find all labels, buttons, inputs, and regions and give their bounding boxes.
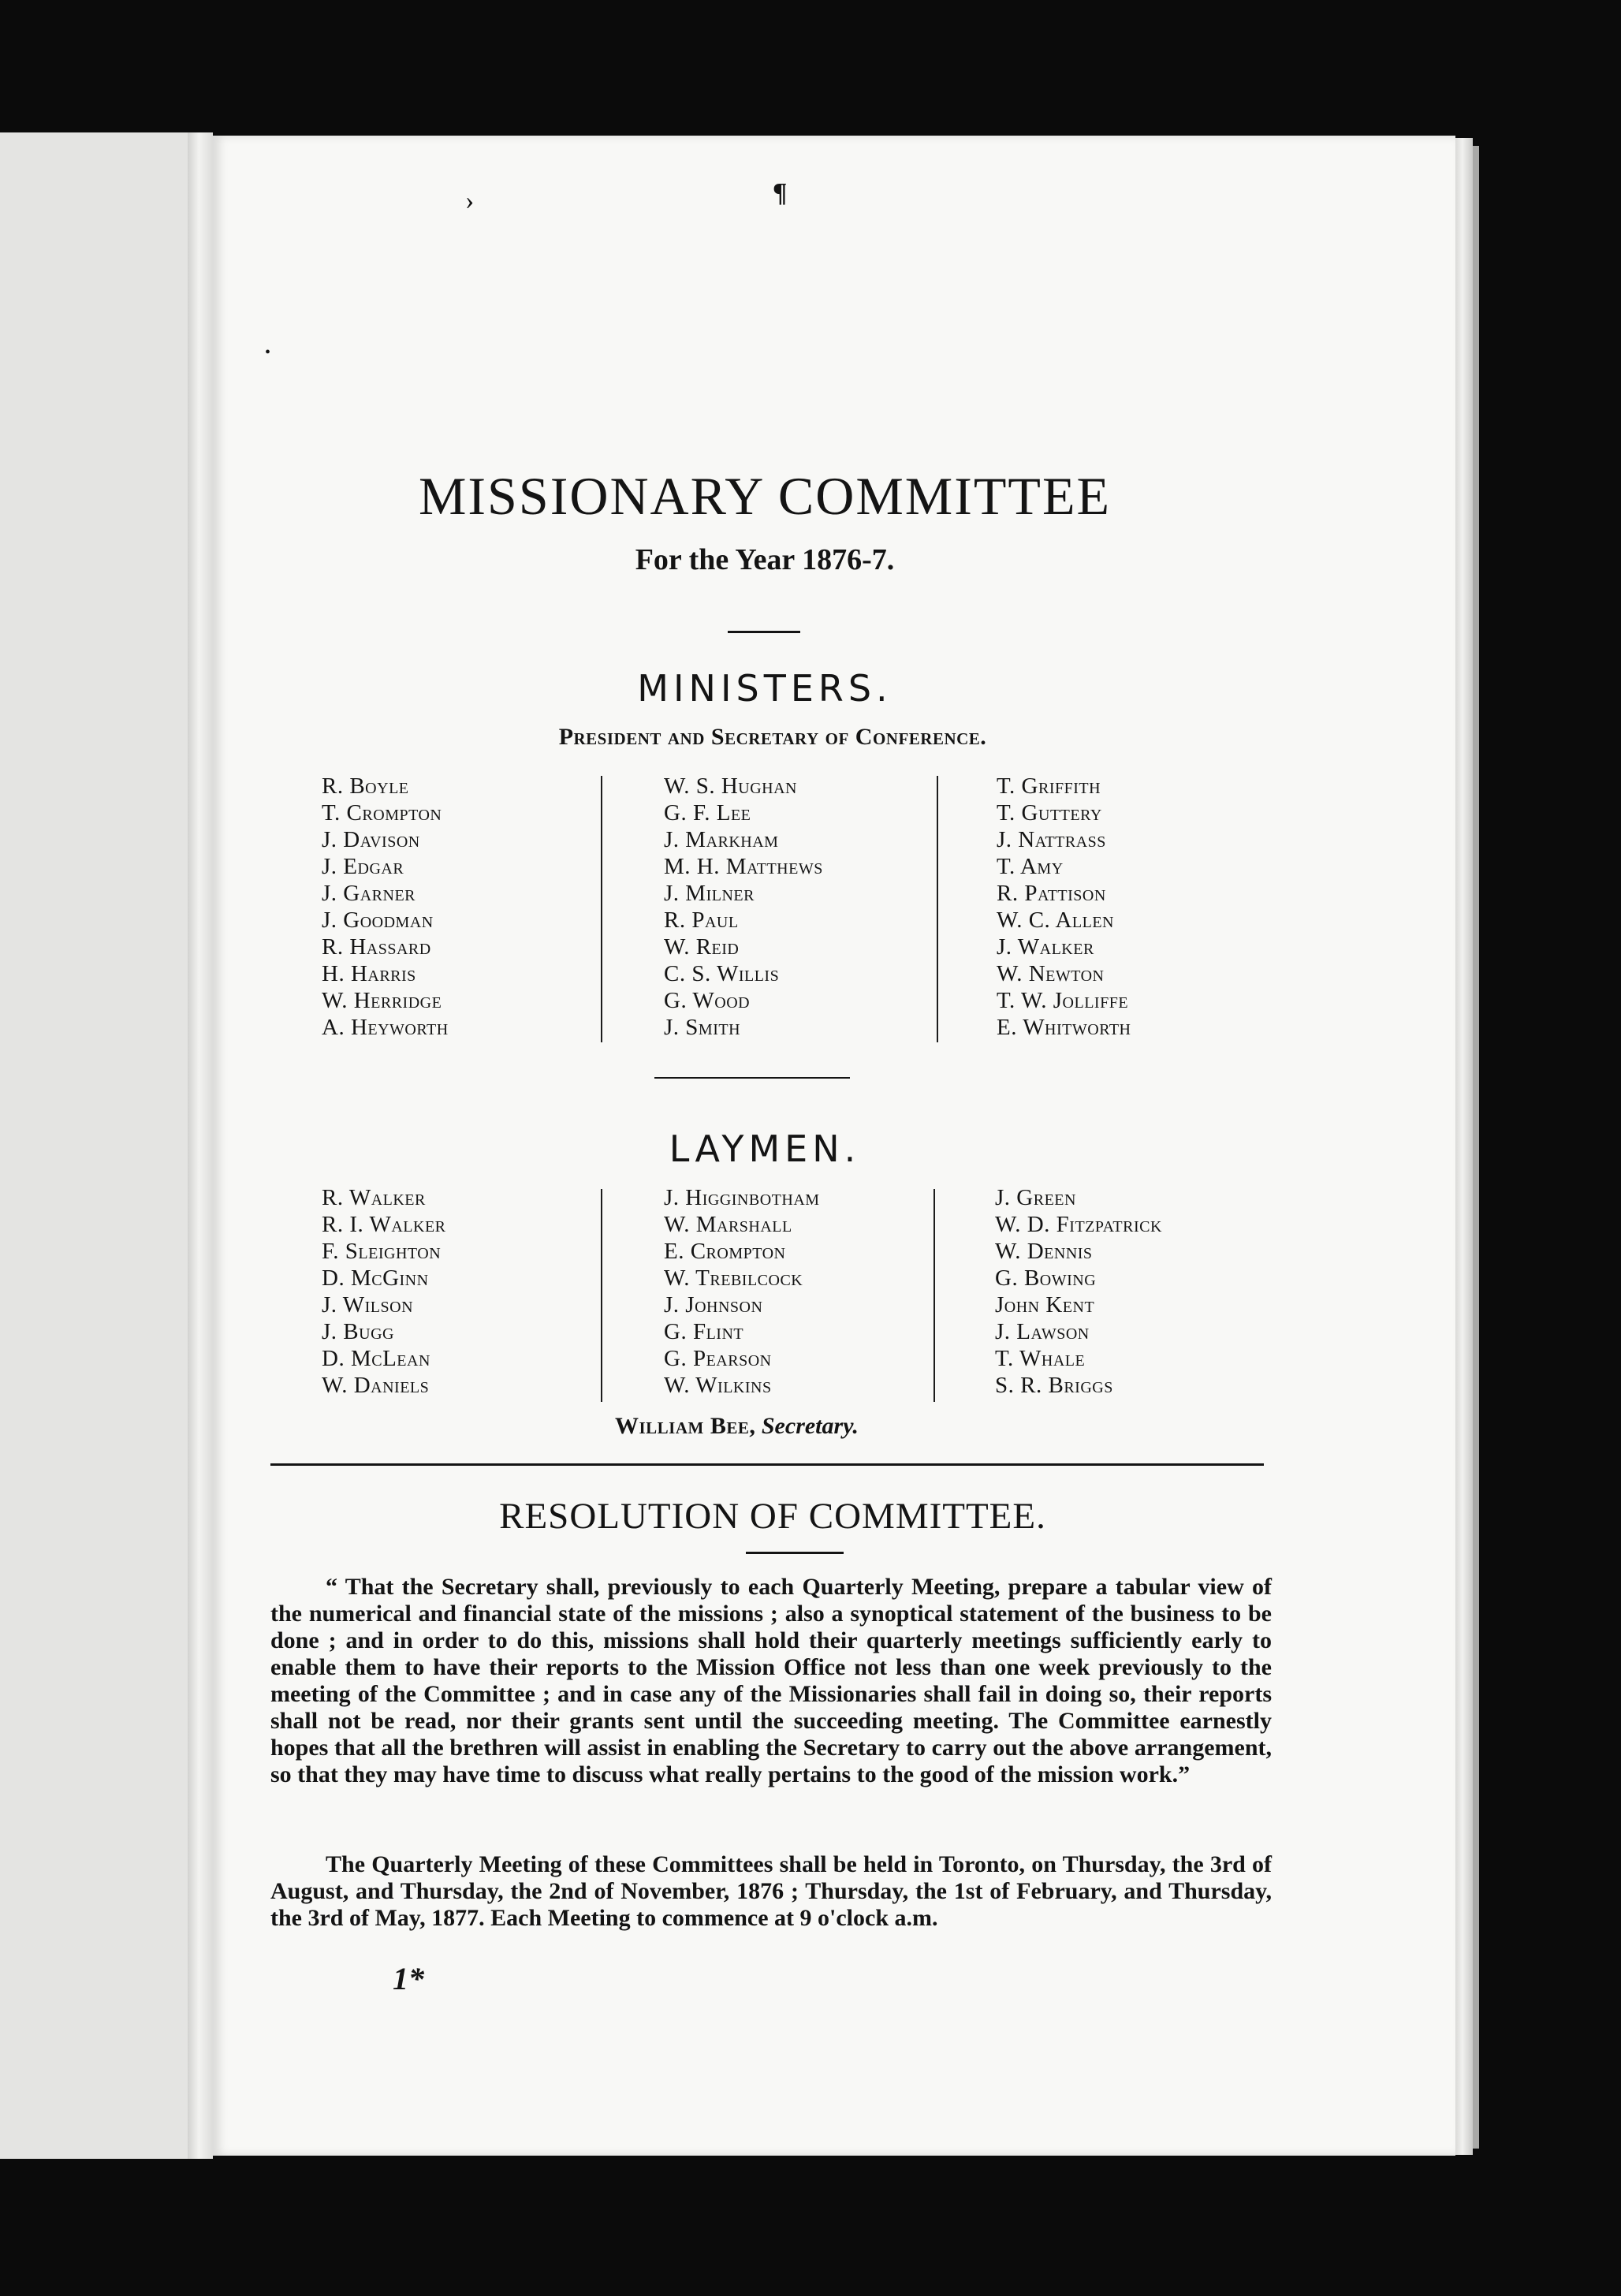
list-item: T. Griffith [997, 773, 1101, 799]
list-item: J. Higginbotham [664, 1185, 820, 1210]
list-item: R. Hassard [322, 934, 431, 960]
list-item: J. Edgar [322, 854, 404, 879]
page-title: MISSIONARY COMMITTEE [418, 466, 1112, 526]
column-divider [937, 776, 938, 1042]
left-page [0, 132, 213, 2159]
list-item: D. McLean [322, 1346, 430, 1371]
list-item: J. Johnson [664, 1292, 763, 1318]
list-item: W. C. Allen [997, 908, 1114, 933]
divider [728, 631, 800, 633]
secretary-line [615, 1413, 859, 1440]
secretary-title: Secretary. [761, 1413, 859, 1439]
list-item: J. Walker [997, 934, 1094, 960]
list-item: J. Garner [322, 881, 416, 906]
list-item: W. Wilkins [664, 1373, 772, 1398]
list-item: E. Crompton [664, 1239, 786, 1264]
laymen-column-2 [664, 1184, 820, 1399]
meeting-schedule-text: The Quarterly Meeting of these Committees shall be held in Toronto, on Thursday, the 3rd of August, and Thursday, the 2nd of November, 1876 ; Thursday, the 1st of February, and Thursday, the 3rd of May, 1877. Each Meeting to commence at 9 o'clock a.m. [270, 1851, 1272, 1931]
list-item: A. Heyworth [322, 1015, 449, 1040]
list-item: J. Milner [664, 881, 755, 906]
list-item: C. S. Willis [664, 961, 780, 986]
list-item: John Kent [995, 1292, 1095, 1318]
list-item: D. McGinn [322, 1265, 429, 1291]
list-item: R. Walker [322, 1185, 426, 1210]
page-edge-shadow [1473, 146, 1479, 2149]
signature-mark: 1* [393, 1961, 424, 1996]
column-divider [933, 1189, 935, 1402]
list-item: W. Marshall [664, 1212, 792, 1237]
list-item: G. Flint [664, 1319, 744, 1344]
list-item: R. Pattison [997, 881, 1106, 906]
list-item: T. W. Jolliffe [997, 988, 1129, 1013]
list-item: J. Davison [322, 827, 420, 852]
list-item: S. R. Briggs [995, 1373, 1113, 1398]
laymen-column-1 [322, 1184, 446, 1399]
ministers-heading: MINISTERS. [637, 667, 892, 710]
list-item: J. Bugg [322, 1319, 394, 1344]
stray-mark: ¶ [773, 178, 788, 207]
page-subtitle: For the Year 1876-7. [635, 543, 895, 576]
ministers-column-1 [322, 773, 449, 1041]
left-page-edge [188, 132, 213, 2159]
list-item: J. Wilson [322, 1292, 414, 1318]
list-item: R. I. Walker [322, 1212, 446, 1237]
list-item: G. Wood [664, 988, 751, 1013]
list-item: J. Lawson [995, 1319, 1090, 1344]
list-item: H. Harris [322, 961, 416, 986]
column-divider [601, 1189, 602, 1402]
divider [746, 1552, 844, 1554]
list-item: R. Boyle [322, 773, 409, 799]
list-item: T. Crompton [322, 800, 442, 826]
list-item: J. Goodman [322, 908, 434, 933]
list-item: W. Reid [664, 934, 740, 960]
stray-mark: • [265, 344, 271, 361]
list-item: F. Sleighton [322, 1239, 442, 1264]
list-item: J. Smith [664, 1015, 741, 1040]
list-item: W. Trebilcock [664, 1265, 803, 1291]
list-item: W. Daniels [322, 1373, 430, 1398]
list-item: J. Nattrass [997, 827, 1106, 852]
list-item: W. S. Hughan [664, 773, 797, 799]
list-item: W. D. Fitzpatrick [995, 1212, 1162, 1237]
list-item: W. Newton [997, 961, 1105, 986]
stray-mark: › [465, 186, 475, 215]
list-item: R. Paul [664, 908, 739, 933]
list-item: J. Green [995, 1185, 1076, 1210]
ministers-column-2 [664, 773, 823, 1041]
ministers-subheading: President and Secretary of Conference. [558, 724, 987, 750]
laymen-column-3 [995, 1184, 1162, 1399]
page-edge [1455, 138, 1473, 2155]
list-item: M. H. Matthews [664, 854, 823, 879]
list-item: G. F. Lee [664, 800, 751, 826]
list-item: T. Amy [997, 854, 1064, 879]
list-item: J. Markham [664, 827, 779, 852]
ministers-column-3 [997, 773, 1131, 1041]
column-divider [601, 776, 602, 1042]
list-item: E. Whitworth [997, 1015, 1131, 1040]
resolution-text: “ That the Secretary shall, previously to each Quarterly Meeting, prepare a tabular view of the numerical and financial state of the missions ; also a synoptical statement of the business to be done ; and in order to do this, missions shall hold their quarterly meetings sufficiently early to enable them to have their reports to the Mission Office not less than one week previously to the meeting of the Committee ; and in case any of the Missionaries shall fail in doing so, their reports shall not be read, nor their grants sent until the succeeding meeting. The Committee earnestly hopes that all the brethren will assist in enabling the Secretary to carry out the above arrangement, so that they may have time to discuss what really pertains to the good of the mission work.” [270, 1574, 1272, 1787]
list-item: W. Herridge [322, 988, 442, 1013]
list-item: G. Bowing [995, 1265, 1097, 1291]
divider [654, 1077, 850, 1079]
list-item: G. Pearson [664, 1346, 772, 1371]
list-item: W. Dennis [995, 1239, 1093, 1264]
laymen-heading: LAYMEN. [669, 1128, 861, 1170]
secretary-name: William Bee, [615, 1413, 756, 1439]
resolution-title: RESOLUTION OF COMMITTEE. [499, 1496, 1046, 1537]
list-item: T. Guttery [997, 800, 1102, 826]
list-item: T. Whale [995, 1346, 1086, 1371]
divider [270, 1463, 1264, 1466]
